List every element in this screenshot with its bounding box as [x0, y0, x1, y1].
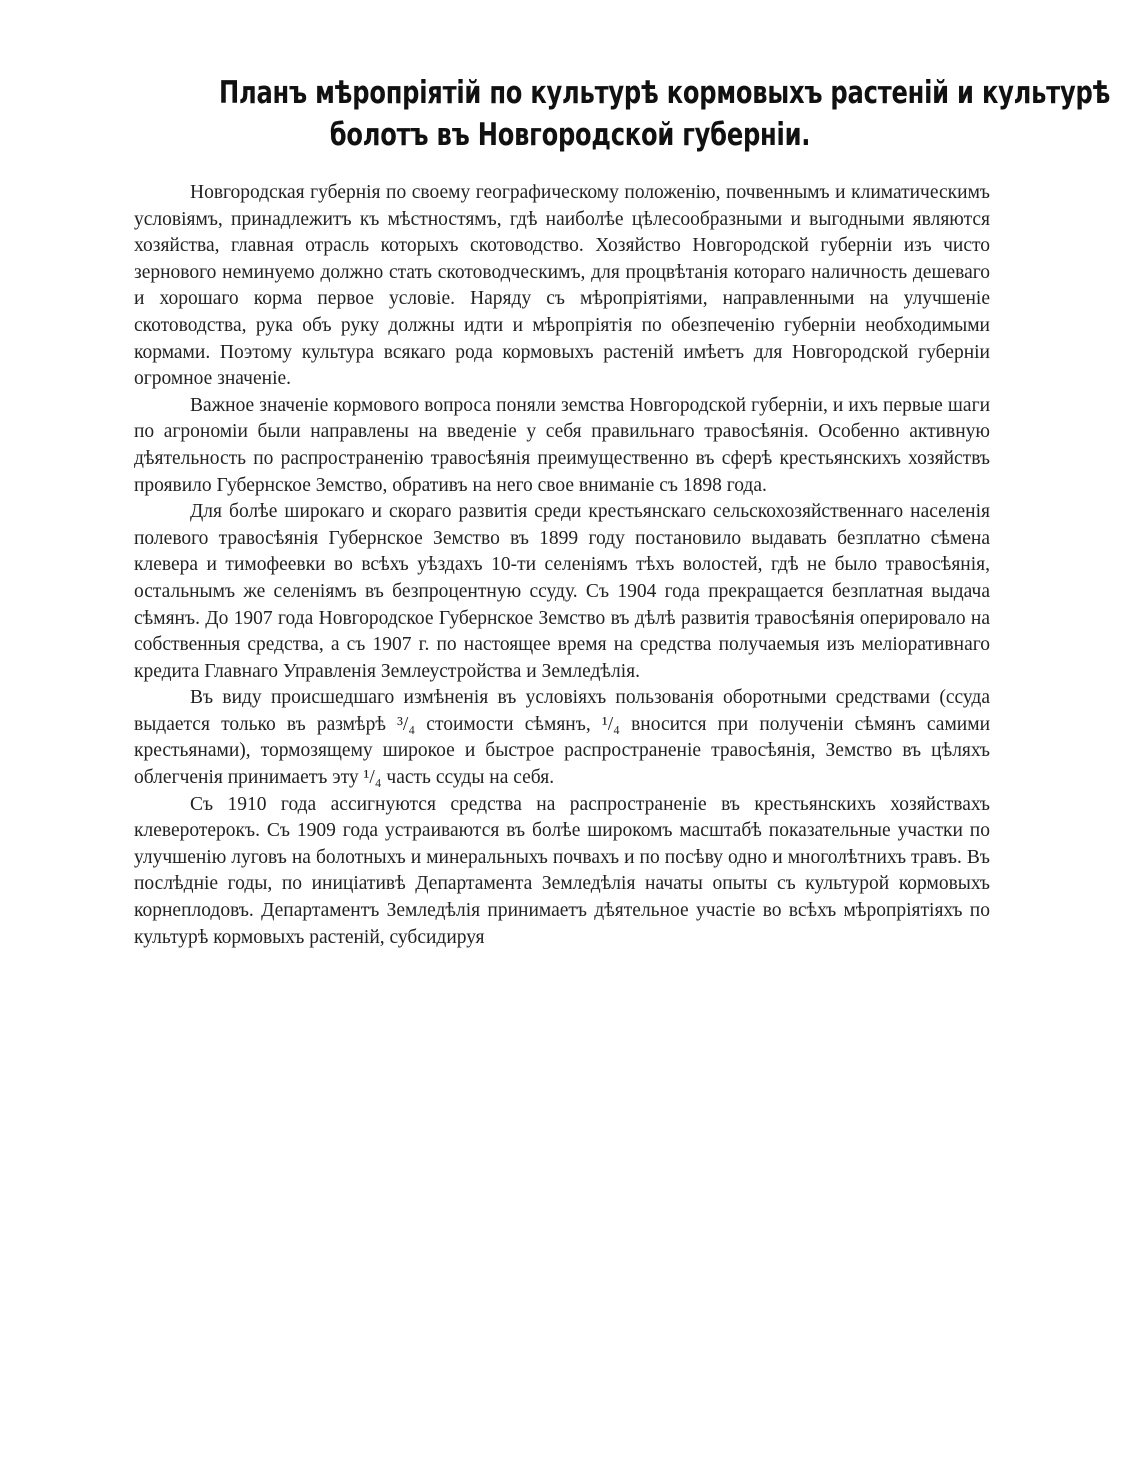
paragraph-2: Важное значеніе кормового вопроса поняли земства Новгородской губерніи, и ихъ первые шаги по агрономіи были направлены на введеніе у себя правильнаго травосѣянія. Особенно активную дѣятельность по распространенію травосѣянія преимущественно въ сферѣ крестьянскихъ хозяйствъ проявило Губернское Земство, обративъ на него свое вниманіе съ 1898 года. — [134, 394, 990, 496]
document-body — [134, 180, 990, 951]
title-line-1: Планъ мѣропріятій по культурѣ кормовыхъ растеній и культурѣ — [219, 75, 1111, 111]
paragraph-4: Въ виду происшедшаго измѣненія въ условіяхъ пользованія оборотными средствами (ссуда выдается только въ размѣрѣ ³/₄ стоимости сѣмянъ, ¹/₄ вносится при полученіи сѣмянъ самими крестьянами), тормозящему широкое и быстрое распространеніе травосѣянія, Земство въ цѣляхъ облегченія принимаетъ эту ¹/₄ часть ссуды на себя. — [134, 687, 990, 789]
paragraph-3: Для болѣе широкаго и скораго развитія среди крестьянскаго сельскохозяйственнаго населенія полевого травосѣянія Губернское Земство въ 1899 году постановило выдавать безплатно сѣмена клевера и тимофеевки во всѣхъ уѣздахъ 10-ти селеніямъ тѣхъ волостей, гдѣ не было травосѣянія, остальнымъ же селеніямъ въ безпроцентную ссуду. Съ 1904 года прекращается безплатная выдача сѣмянъ. До 1907 года Новгородское Губернское Земство въ дѣлѣ развитія травосѣянія оперировало на собственныя средства, а съ 1907 г. по настоящее время на средства получаемыя изъ меліоративнаго кредита Главнаго Управленія Землеустройства и Земледѣлія. — [134, 501, 990, 682]
document-title — [219, 72, 1111, 156]
title-line-2: болотъ въ Новгородской губерніи. — [329, 117, 811, 153]
paragraph-5: Съ 1910 года ассигнуются средства на распространеніе въ крестьянскихъ хозяйствахъ клеверотерокъ. Съ 1909 года устраиваются въ болѣе широкомъ масштабѣ показательные участки по улучшенію луговъ на болотныхъ и минеральныхъ почвахъ и по посѣву одно и многолѣтнихъ травъ. Въ послѣдніе годы, по иниціативѣ Департамента Земледѣлія начаты опыты съ культурой кормовыхъ корнеплодовъ. Департаментъ Земледѣлія принимаетъ дѣятельное участіе во всѣхъ мѣропріятіяхъ по культурѣ кормовыхъ растеній, субсидируя — [134, 793, 990, 948]
paragraph-1: Новгородская губернія по своему географическому положенію, почвеннымъ и климатическимъ условіямъ, принадлежитъ къ мѣстностямъ, гдѣ наиболѣе цѣлесообразными и выгодными являются хозяйства, главная отрасль которыхъ скотоводство. Хозяйство Новгородской губерніи изъ чисто зернового неминуемо должно стать скотоводческимъ, для процвѣтанія котораго наличность дешеваго и хорошаго корма первое условіе. Наряду съ мѣропріятіями, направленными на улучшеніе скотоводства, рука объ руку должны идти и мѣропріятія по обезпеченію губерніи необходимыми кормами. Поэтому культура всякаго рода кормовыхъ растеній имѣетъ для Новгородской губерніи огромное значеніе. — [134, 182, 990, 390]
